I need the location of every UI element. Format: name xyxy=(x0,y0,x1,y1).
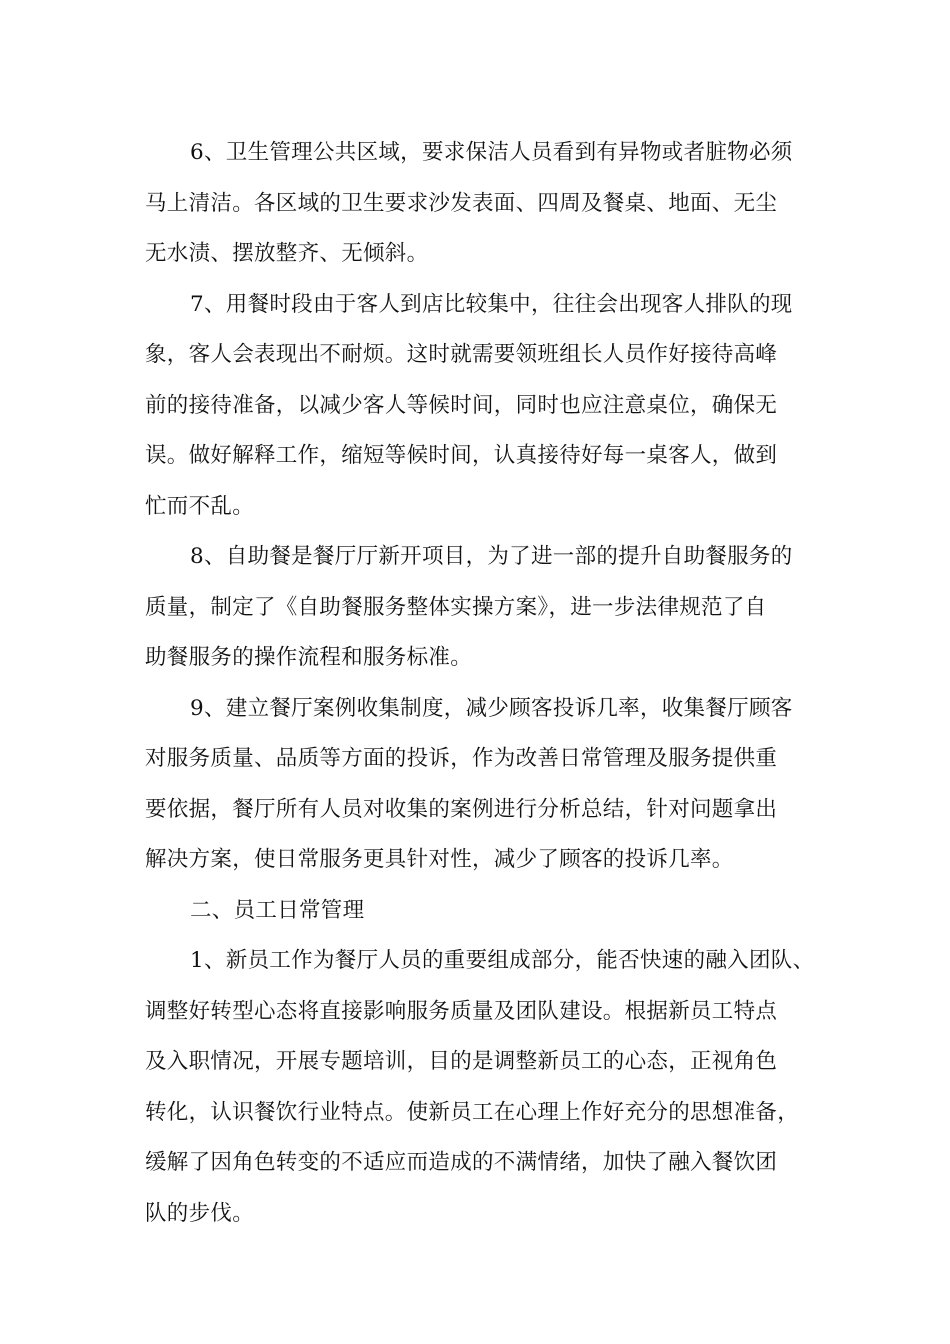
document-body xyxy=(145,131,815,1242)
paragraph-6-line-2: 马上清洁。各区域的卫生要求沙发表面、四周及餐桌、地面、无尘 xyxy=(145,190,778,216)
paragraph-6-line-1: 6、卫生管理公共区域，要求保洁人员看到有异物或者脏物必须 xyxy=(190,140,793,165)
paragraph-staff-1-line-2: 调整好转型心态将直接影响服务质量及团队建设。根据新员工特点 xyxy=(145,998,778,1024)
paragraph-9-line-1: 9、建立餐厅案例收集制度，减少顾客投诉几率，收集餐厅顾客 xyxy=(190,695,793,721)
paragraph-staff-1-line-4: 转化，认识餐饮行业特点。使新员工在心理上作好充分的思想准备， xyxy=(145,1099,800,1125)
paragraph-9-line-2: 对服务质量、品质等方面的投诉，作为改善日常管理及服务提供重 xyxy=(145,746,778,771)
paragraph-8-line-2: 质量，制定了《自助餐服务整体实操方案》，进一步法律规范了自 xyxy=(145,594,767,620)
paragraph-staff-1-line-1: 1、新员工作为餐厅人员的重要组成部分，能否快速的融入团队、 xyxy=(190,948,815,973)
paragraph-staff-1-line-3: 及入职情况，开展专题培训，目的是调整新员工的心态，正视角色 xyxy=(145,1049,778,1074)
paragraph-6-line-3: 无水渍、摆放整齐、无倾斜。 xyxy=(145,241,429,266)
paragraph-7-line-1: 7、用餐时段由于客人到店比较集中，往往会出现客人排队的现 xyxy=(190,291,793,317)
section-heading-staff-management: 二、员工日常管理 xyxy=(190,897,365,923)
paragraph-8-line-1: 8、自助餐是餐厅厅新开项目，为了进一部的提升自助餐服务的 xyxy=(190,544,793,569)
paragraph-7-line-4: 误。做好解释工作，缩短等候时间，认真接待好每一桌客人，做到 xyxy=(145,443,778,468)
paragraph-9-line-3: 要依据，餐厅所有人员对收集的案例进行分析总结，针对问题拿出 xyxy=(145,796,778,822)
paragraph-7-line-2: 象，客人会表现出不耐烦。这时就需要领班组长人员作好接待高峰 xyxy=(145,342,778,367)
paragraph-staff-1-line-5: 缓解了因角色转变的不适应而造成的不满情绪，加快了融入餐饮团 xyxy=(145,1150,778,1175)
paragraph-9-line-4: 解决方案，使日常服务更具针对性，减少了顾客的投诉几率。 xyxy=(145,847,734,872)
paragraph-8-line-3: 助餐服务的操作流程和服务标准。 xyxy=(145,645,473,670)
paragraph-7-line-5: 忙而不乱。 xyxy=(145,493,255,519)
paragraph-staff-1-line-6: 队的步伐。 xyxy=(145,1200,255,1226)
paragraph-7-line-3: 前的接待准备，以减少客人等候时间，同时也应注意桌位，确保无 xyxy=(145,392,778,418)
